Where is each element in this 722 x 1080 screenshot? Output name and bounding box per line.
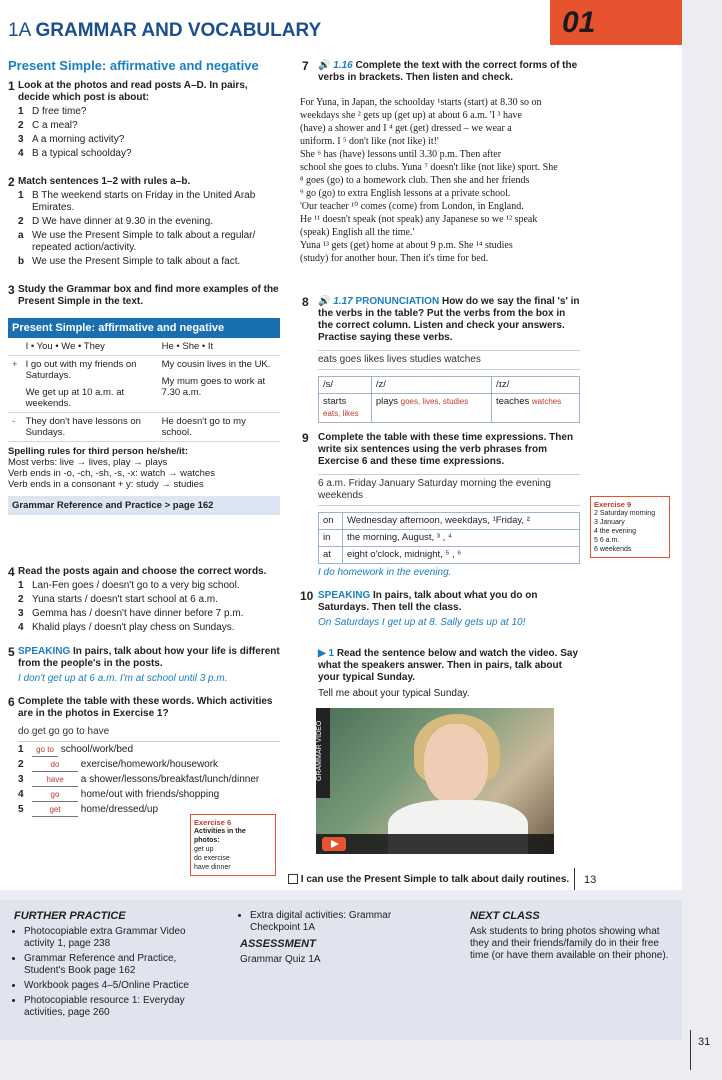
divider [574, 868, 575, 890]
exercise-8: 8 🔊 1.17 PRONUNCIATION How do we say the final 's' in the verbs in the table? Put the verbs from the box in the correct column. Listen and check your answers. Practise saying these verbs. eats goes likes lives studies watches /s/ /z/ /ɪz/ starts eats, likes plays goes, lives, studies teaches watches [318, 296, 580, 423]
next-class: NEXT CLASS Ask students to bring photos showing what they and their friends/family do in their free time (or have them available on their phone). [470, 910, 669, 961]
student-page-number: 13 [584, 874, 597, 886]
teacher-note-ex9: Exercise 9 2 Saturday morning 3 January 4 the evening 5 6 a.m. 6 weekends [590, 496, 670, 558]
unit-badge: 01 [550, 0, 682, 45]
audio-icon[interactable]: 🔊 [318, 60, 331, 71]
play-icon[interactable] [322, 837, 346, 851]
exercise-10: 10 SPEAKING In pairs, talk about what you do on Saturdays. Then tell the class. On Saturdays I get up at 8. Sally gets up at 10! [300, 589, 538, 628]
can-do-statement: I can use the Present Simple to talk about daily routines. [288, 874, 569, 885]
exercise-4: 4 Read the posts again and choose the correct words. 1 Lan-Fen goes / doesn't go to a very big school. 2 Yuna starts / doesn't start school at 6 a.m. 3 Gemma has / doesn't have dinner before 7 p.m. 4 Khalid plays / doesn't play chess on Sundays. [8, 565, 267, 633]
grammar-video-still[interactable] [316, 708, 554, 854]
exercise-5: 5 SPEAKING In pairs, talk about how your life is different from the people's in the posts. I don't get up at 6 a.m. I'm at school until 3 p.m. [8, 645, 280, 684]
audio-icon[interactable]: 🔊 [318, 296, 331, 307]
video-exercise: ▶ 1 Read the sentence below and watch the video. Say what the speakers answer. Then in pairs, talk about your typical Sunday. Tell me about your typical Sunday. [318, 648, 579, 699]
pronunciation-table: /s/ /z/ /ɪz/ starts eats, likes plays goes, lives, studies teaches watches [318, 376, 580, 423]
spelling-rules: Spelling rules for third person he/she/it: Most verbs: live → lives, play → plays Verb ends in -o, -ch, -sh, -s, -x: watch → watches Verb ends in a consonant + y: study → studies [8, 446, 215, 490]
video-icon[interactable]: ▶ [318, 648, 326, 659]
exercise-9: 9 Complete the table with these time expressions. Then write six sentences using the verb phrases from Exercise 6 and these time expressions. 6 a.m. Friday January Saturday morning the evening weekends on Wednesday afternoon, weekdays, ¹Friday, ² in the morning, August, ³ , ⁴ at eight o'clock, midnight, ⁵ , ⁶ I do homework in the evening. [318, 432, 580, 579]
exercise-7: 7 🔊 1.16 Complete the text with the correct forms of the verbs in brackets. Then listen and check. [302, 59, 578, 83]
checkbox-icon[interactable] [288, 874, 298, 884]
grammar-box: Present Simple: affirmative and negative I • You • We • They He • She • It + I go out with my friends on Saturdays. We get up at 10 a.m. at weekends. My cousin lives in the UK. My mum goes to work at 7.30 a.m. - They don't have lessons on Sundays. He doesn't go to my school. Spelling rules for third person he/she/it: Most verbs: live → lives, play → plays Verb ends in -o, -ch, -sh, -s, -x: watch → watches Verb ends in a consonant + y: study → studies Grammar Reference and Practice > page 162 [8, 318, 280, 515]
time-expressions-table: on Wednesday afternoon, weekdays, ¹Friday, ² in the morning, August, ³ , ⁴ at eight o'clock, midnight, ⁵ , ⁶ [318, 512, 580, 564]
person-face [424, 724, 488, 804]
further-practice: FURTHER PRACTICE • Photocopiable extra Grammar Video activity 1, page 238 • Grammar Reference and Practice, Student's Book page 162 • Workbook pages 4–5/Online Practice • Photocopiable resource 1: Everyday activities, page 260 [14, 910, 214, 1022]
exercise-7-text: For Yuna, in Japan, the schoolday ¹starts (start) at 8.30 so on weekdays she ² gets up (get up) at about 6 a.m. 'I ³ have (have) a shower and I ⁴ get (get) dressed – we wear a uniform. I ⁵ don't like (not like) it!' She ⁶ has (have) lessons until 3.30 p.m. Then after school she goes to clubs. Yuna ⁷ doesn't like (not like) sport. She ⁸ goes (go) to a homework club. Then she and her friends ⁹ go (go) to extra English lessons at a private school. 'Our teacher ¹⁰ comes (come) from London, in England. He ¹¹ doesn't speak (not speak) any Japanese so we ¹² speak (speak) English all the time.' Yuna ¹³ gets (get) home at about 9 p.m. She ¹⁴ studies (study) for another hour. Then it's time for bed. [300, 97, 558, 264]
exercise-6: 6 Complete the table with these words. Which activities are in the photos in Exercise 1? do get go go to have 1 go to school/work/bed 2 do exercise/homework/housework 3 have a shower/lessons/breakfast/lunch/dinner 4 go home/out with friends/shopping 5 get home/dressed/up [18, 696, 280, 817]
teacher-page-number: 31 [698, 1036, 711, 1048]
exercise-1: 1 Look at the photos and read posts A–D. In pairs, decide which post is about: 1 D free time? 2 C a meal? 3 A a morning activity? 4 B a typical schoolday? [8, 79, 248, 159]
grammar-reference-link: Grammar Reference and Practice > page 162 [8, 496, 280, 515]
grammar-table: I • You • We • They He • She • It + I go out with my friends on Saturdays. We get up at 10 a.m. at weekends. My cousin lives in the UK. My mum goes to work at 7.30 a.m. - They don't have lessons on Sundays. He doesn't go to my school. [8, 338, 280, 442]
page-title: 1A GRAMMAR AND VOCABULARY [8, 20, 322, 41]
divider [690, 1030, 691, 1070]
section-heading: Present Simple: affirmative and negative [8, 58, 259, 73]
video-controls [316, 834, 554, 854]
exercise-3: 3 Study the Grammar box and find more examples of the Present Simple in the text. [8, 283, 279, 307]
video-tag: GRAMMAR VIDEO [316, 708, 330, 798]
digital-assessment: • Extra digital activities: Grammar Checkpoint 1A ASSESSMENT Grammar Quiz 1A [240, 910, 440, 966]
teacher-note-ex6: Exercise 6 Activities in the photos: get up do exercise have dinner [190, 814, 276, 876]
exercise-2: 2 Match sentences 1–2 with rules a–b. 1 B The weekend starts on Friday in the United Arab Emirates. 2 D We have dinner at 9.30 in the evening. a We use the Present Simple to talk about a regular/ repeated action/activity. b We use the Present Simple to talk about a fact. [8, 175, 256, 267]
